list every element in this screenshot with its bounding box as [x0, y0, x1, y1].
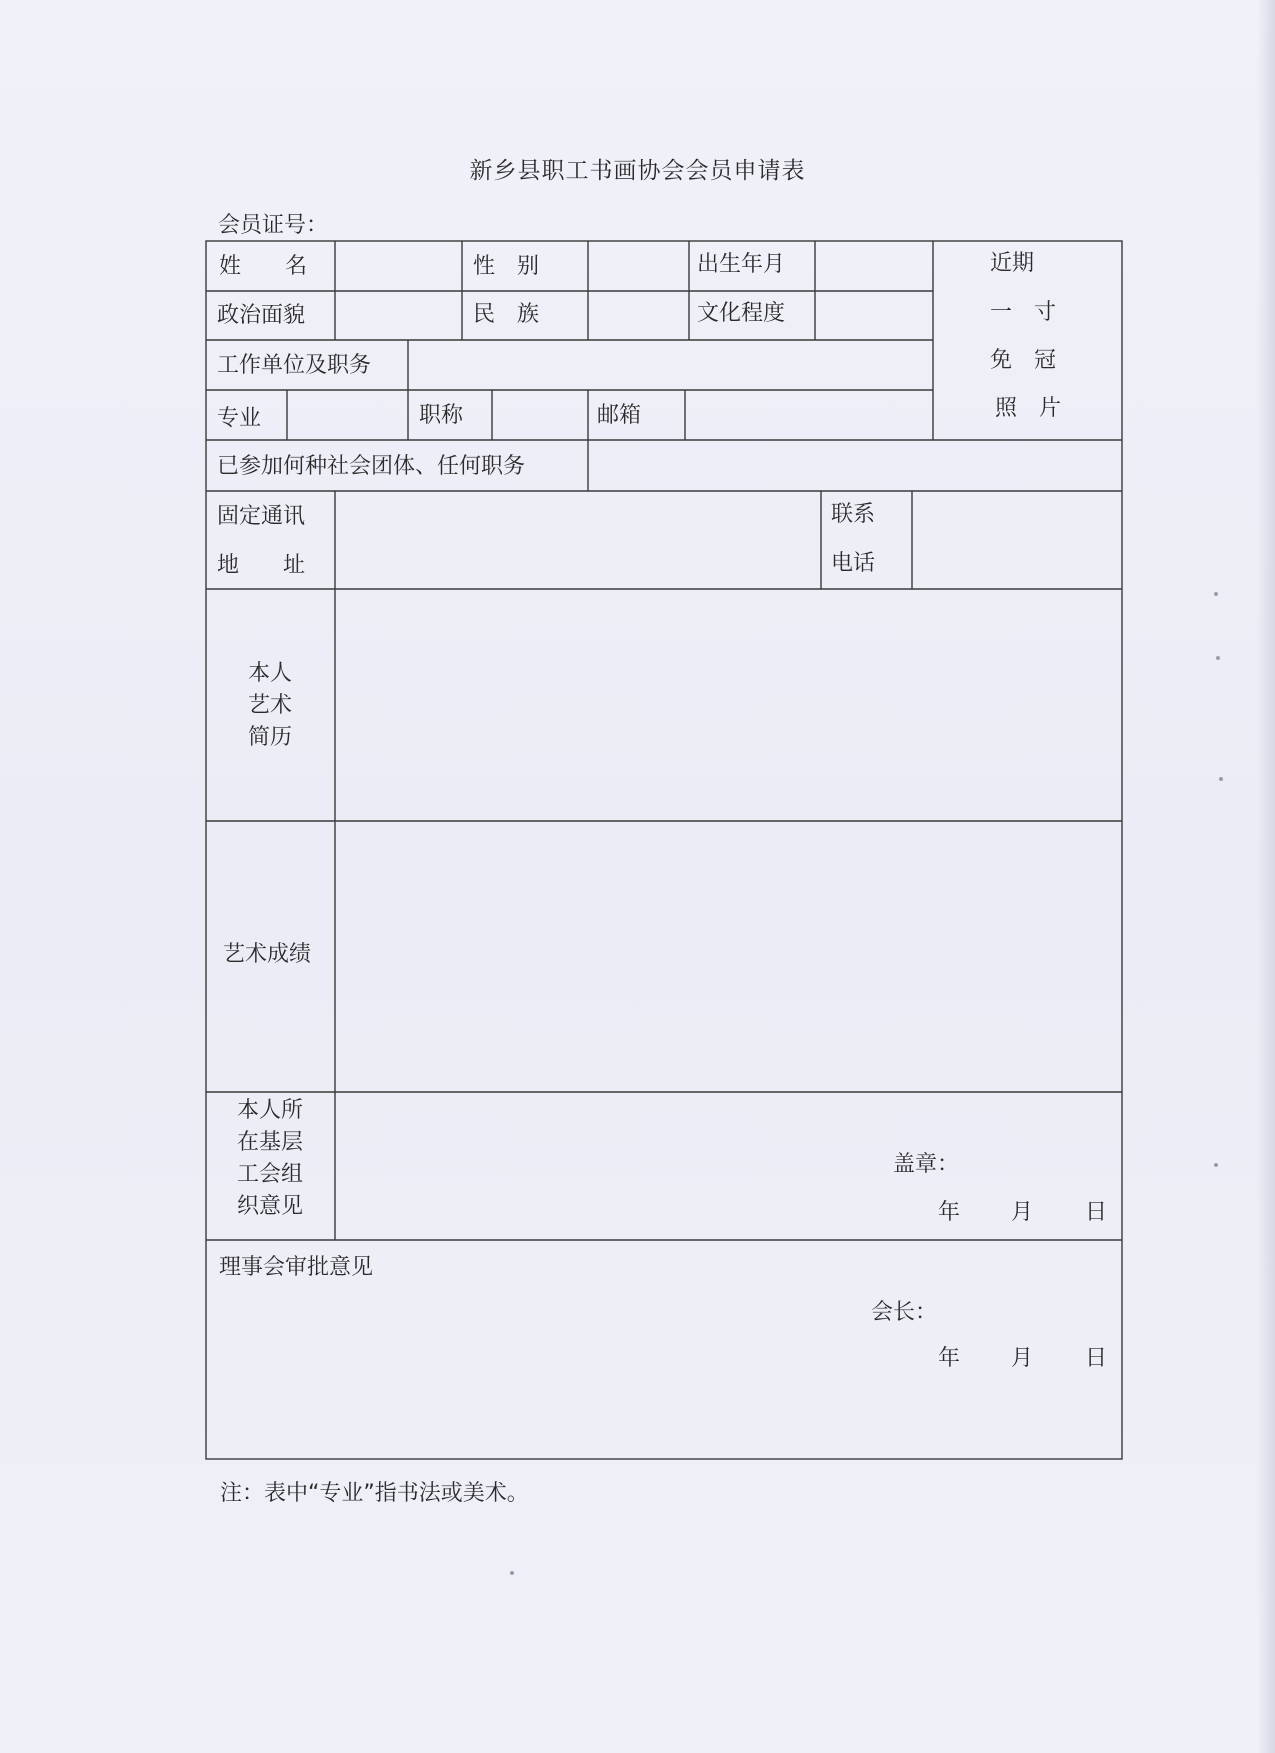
- photo-label-line2: 一 寸: [990, 300, 1057, 325]
- board-date-month: 月: [1011, 1346, 1034, 1371]
- major-label: 专业: [217, 406, 262, 431]
- address-label-line1: 固定通讯: [217, 504, 306, 529]
- board-approval-label: 理事会审批意见: [219, 1255, 374, 1280]
- professional-title-label: 职称: [419, 403, 464, 428]
- workplace-label: 工作单位及职务: [217, 353, 372, 378]
- scan-speck: [1214, 1163, 1218, 1167]
- scan-speck: [1219, 777, 1223, 781]
- form-title: 新乡县职工书画协会会员申请表: [469, 158, 806, 184]
- union-date-year: 年: [938, 1200, 961, 1225]
- address-label-line2: 地 址: [217, 553, 306, 578]
- footnote: 注：表中“专业”指书法或美术。: [220, 1481, 529, 1506]
- seal-label: 盖章：: [893, 1152, 960, 1177]
- union-date-month: 月: [1011, 1200, 1034, 1225]
- scan-speck: [1214, 592, 1218, 596]
- phone-label-line1: 联系: [831, 502, 876, 527]
- name-label: 姓 名: [219, 254, 308, 279]
- phone-label-line2: 电话: [831, 551, 876, 576]
- photo-label-line4: 照 片: [995, 396, 1062, 421]
- application-form-table: [205, 240, 1124, 1460]
- president-label: 会长：: [871, 1300, 938, 1325]
- member-number-label: 会员证号：: [218, 213, 329, 238]
- board-date-day: 日: [1085, 1346, 1108, 1371]
- ethnicity-label: 民 族: [473, 302, 540, 327]
- art-achievements-label: 艺术成绩: [223, 942, 312, 967]
- art-resume-label: 本人 艺术 简历: [247, 661, 292, 750]
- education-label: 文化程度: [697, 301, 786, 326]
- society-membership-label: 已参加何种社会团体、任何职务: [217, 454, 526, 479]
- gender-label: 性 别: [473, 254, 540, 279]
- scan-speck: [1216, 656, 1220, 660]
- union-opinion-label: 本人所 在基层 工会组 织意见: [236, 1098, 303, 1219]
- birth-date-label: 出生年月: [697, 252, 786, 277]
- email-label: 邮箱: [597, 403, 642, 428]
- political-status-label: 政治面貌: [217, 303, 306, 328]
- photo-label-line3: 免 冠: [990, 348, 1057, 373]
- scan-shadow: [1257, 0, 1275, 1753]
- union-date-day: 日: [1085, 1200, 1108, 1225]
- board-date-year: 年: [938, 1346, 961, 1371]
- scan-speck: [510, 1571, 514, 1575]
- photo-label-line1: 近期: [990, 251, 1035, 276]
